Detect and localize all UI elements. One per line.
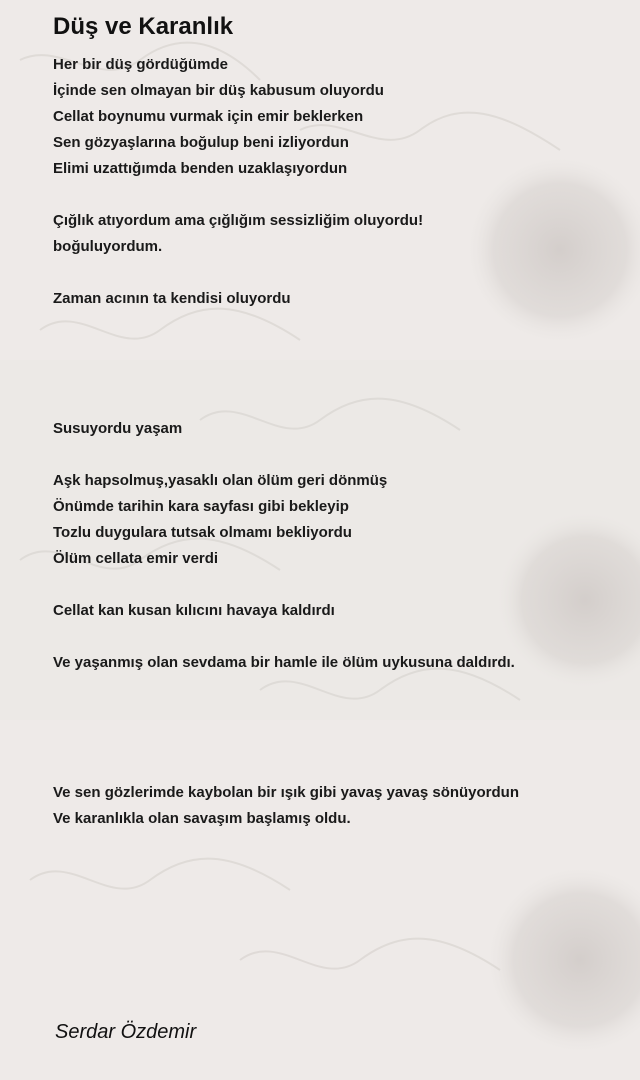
poem-stanza-break <box>53 572 623 598</box>
poem-line: Çığlık atıyordum ama çığlığım sessizliğim oluyordu! <box>53 212 424 229</box>
poem-line: Ve yaşanmış olan sevdama bir hamle ile ölüm uykusuna daldırdı. <box>53 654 515 671</box>
poem-author: Serdar Özdemir <box>55 1021 197 1043</box>
poem-line: Sen gözyaşlarına boğulup beni izliyordun <box>53 134 349 151</box>
poem-line: Susuyordu yaşam <box>53 420 183 437</box>
poem-line: Her bir düş gördüğümde <box>53 56 229 73</box>
poem-body <box>53 52 623 832</box>
poem-line: Cellat boynumu vurmak için emir beklerken <box>53 108 364 125</box>
poem-line: Ölüm cellata emir verdi <box>53 550 219 567</box>
poem-stanza-break <box>53 702 623 728</box>
poem-line: Cellat kan kusan kılıcını havaya kaldırdı <box>53 602 335 619</box>
poem-stanza-break <box>53 260 623 286</box>
poem-stanza-break <box>53 754 623 780</box>
poem-line: boğuluyordum. <box>53 238 163 255</box>
poem-line: Zaman acının ta kendisi oluyordu <box>53 290 291 307</box>
poem-stanza-break <box>53 624 623 650</box>
poem-stanza-break <box>53 338 623 364</box>
poem-title: Düş ve Karanlık <box>53 13 234 40</box>
poem-stanza-break <box>53 390 623 416</box>
poem-line: Ve sen gözlerimde kaybolan bir ışık gibi yavaş yavaş sönüyordun <box>53 784 520 801</box>
poem-line: İçinde sen olmayan bir düş kabusum oluyordu <box>53 82 384 99</box>
poem-line: Önümde tarihin kara sayfası gibi bekleyip <box>53 498 349 515</box>
poem-stanza-break <box>53 728 623 754</box>
poem-container <box>53 12 623 832</box>
poem-stanza-break <box>53 364 623 390</box>
poem-stanza-break <box>53 676 623 702</box>
poem-line: Tozlu duygulara tutsak olmamı bekliyordu <box>53 524 352 541</box>
poem-line: Elimi uzattığımda benden uzaklaşıyordun <box>53 160 348 177</box>
poem-line: Aşk hapsolmuş,yasaklı olan ölüm geri dönmüş <box>53 472 388 489</box>
poem-stanza-break <box>53 182 623 208</box>
poem-stanza-break <box>53 442 623 468</box>
poem-line: Ve karanlıkla olan savaşım başlamış oldu. <box>53 810 351 827</box>
poem-stanza-break <box>53 312 623 338</box>
